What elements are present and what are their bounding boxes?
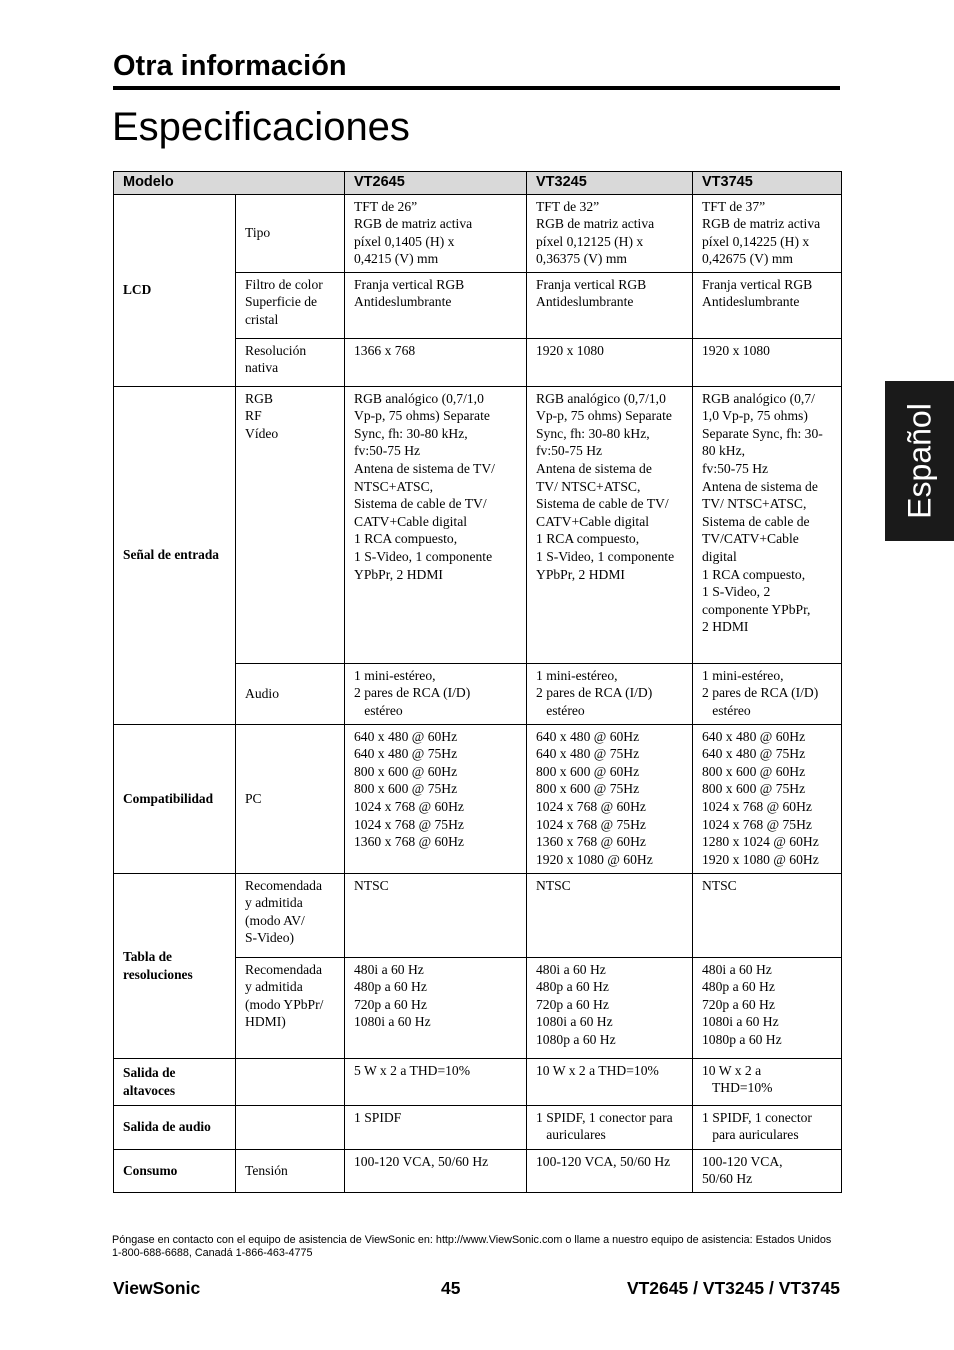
cell-line: 1,0 Vp-p, 75 ohms)	[702, 408, 808, 424]
cell-line: 10 W x 2 a	[702, 1062, 762, 1078]
cell-line: Audio	[245, 685, 279, 701]
cell-line: Tensión	[245, 1162, 288, 1178]
cell-line: Franja vertical RGB	[536, 276, 647, 292]
footer-models: VT2645 / VT3245 / VT3745	[626, 1278, 840, 1298]
cell-line: 10 W x 2 a THD=10%	[536, 1062, 659, 1078]
cell-line: RGB de matriz activa	[536, 216, 655, 232]
subcategory-cell	[236, 1105, 345, 1149]
cell-line: 800 x 600 @ 75Hz	[354, 781, 458, 797]
cell-line: TV/ NTSC+ATSC,	[536, 478, 641, 494]
cell-line: RGB de matriz activa	[354, 216, 473, 232]
cell-line: NTSC	[702, 877, 737, 893]
cell-line: Salida de	[123, 1065, 176, 1080]
cell-line: 0,4215 (V) mm	[354, 251, 439, 267]
cell-line: 0,36375 (V) mm	[536, 251, 627, 267]
cell-line: (modo YPbPr/	[245, 996, 324, 1012]
cell-line: (modo AV/	[245, 912, 305, 928]
cell-line: 640 x 480 @ 75Hz	[702, 746, 806, 762]
cell-line: RGB analógico (0,7/1,0	[354, 390, 484, 406]
cell-line: 1080p a 60 Hz	[536, 1031, 616, 1047]
footer-brand: ViewSonic	[113, 1278, 201, 1298]
category-cell	[114, 873, 236, 1058]
value-cell	[345, 724, 527, 873]
value-cell	[693, 957, 842, 1058]
value-cell	[345, 1058, 527, 1105]
subcategory-cell	[236, 194, 345, 272]
value-cell	[527, 1105, 693, 1149]
subcategory-cell	[236, 663, 345, 724]
cell-line: Tipo	[245, 225, 271, 241]
value-cell	[527, 1149, 693, 1192]
table-row	[114, 1058, 842, 1105]
cell-line: digital	[702, 548, 737, 564]
cell-line: 2 pares de RCA (I/D)	[702, 685, 819, 701]
value-cell	[345, 1149, 527, 1192]
cell-line: Señal de entrada	[123, 547, 219, 563]
value-cell	[527, 194, 693, 272]
category-cell	[114, 724, 236, 873]
cell-line: 1 SPIDF	[354, 1109, 402, 1125]
cell-line: 1024 x 768 @ 75Hz	[536, 816, 646, 832]
language-tab-label: Español	[901, 403, 937, 519]
cell-line: CATV+Cable digital	[354, 513, 468, 529]
value-cell	[345, 338, 527, 386]
cell-line: 1080p a 60 Hz	[702, 1031, 782, 1047]
cell-line: HDMI)	[245, 1014, 286, 1030]
cell-line: 1 mini-estéreo,	[536, 667, 618, 683]
value-cell	[527, 338, 693, 386]
cell-line: Franja vertical RGB	[702, 276, 813, 292]
table-row	[114, 1105, 842, 1149]
cell-line: Sistema de cable de	[702, 513, 810, 529]
cell-line: Antideslumbrante	[702, 294, 800, 310]
value-cell	[345, 873, 527, 957]
cell-line: píxel 0,14225 (H) x	[702, 233, 810, 249]
cell-line: 1 S-Video, 1 componente	[536, 548, 675, 564]
cell-line: 800 x 600 @ 75Hz	[536, 781, 640, 797]
subcategory-cell	[236, 1149, 345, 1192]
cell-line: Consumo	[123, 1162, 178, 1178]
category-cell	[114, 1149, 236, 1192]
cell-line: 480i a 60 Hz	[354, 961, 424, 977]
cell-line: Antena de sistema de	[536, 460, 652, 476]
cell-line: 1 mini-estéreo,	[354, 667, 436, 683]
category-cell	[114, 1105, 236, 1149]
cell-line: 800 x 600 @ 75Hz	[702, 781, 806, 797]
cell-line: RGB de matriz activa	[702, 216, 821, 232]
table-row	[114, 724, 842, 873]
cell-line: estéreo	[702, 702, 751, 718]
cell-line: YPbPr, 2 HDMI	[536, 566, 625, 582]
cell-line: 640 x 480 @ 60Hz	[536, 728, 640, 744]
cell-line: 1360 x 768 @ 60Hz	[536, 834, 646, 850]
cell-line: RGB analógico (0,7/	[702, 390, 815, 406]
cell-line: 1080i a 60 Hz	[702, 1014, 779, 1030]
spec-table	[113, 171, 842, 1193]
cell-line: LCD	[123, 282, 152, 298]
value-cell	[345, 1105, 527, 1149]
cell-line: estéreo	[536, 702, 585, 718]
cell-line: YPbPr, 2 HDMI	[354, 566, 443, 582]
cell-line: nativa	[245, 360, 279, 376]
cell-line: 2 HDMI	[702, 619, 749, 635]
value-cell	[527, 386, 693, 663]
cell-line: altavoces	[123, 1082, 176, 1098]
cell-line: TFT de 37”	[702, 198, 766, 214]
cell-line: 1920 x 1080	[536, 342, 604, 358]
category-cell	[114, 194, 236, 386]
section-title: Otra información	[113, 50, 347, 82]
cell-line: 1 RCA compuesto,	[354, 531, 458, 547]
value-cell	[693, 724, 842, 873]
cell-line: 1920 x 1080 @ 60Hz	[536, 851, 653, 867]
cell-line: Recomendada	[245, 961, 322, 977]
cell-line: 640 x 480 @ 75Hz	[354, 746, 458, 762]
cell-line: Sistema de cable de TV/	[354, 496, 487, 512]
cell-line: TFT de 26”	[354, 198, 418, 214]
value-cell	[345, 272, 527, 338]
cell-line: 1 RCA compuesto,	[702, 566, 806, 582]
cell-line: fv:50-75 Hz	[702, 460, 769, 476]
cell-line: Vídeo	[245, 425, 279, 441]
cell-line: 480i a 60 Hz	[702, 961, 772, 977]
table-row	[114, 194, 842, 272]
cell-line: 1024 x 768 @ 75Hz	[702, 816, 812, 832]
value-cell	[527, 724, 693, 873]
cell-line: píxel 0,1405 (H) x	[354, 233, 455, 249]
category-cell	[114, 386, 236, 724]
value-cell	[693, 338, 842, 386]
cell-line: cristal	[245, 311, 279, 327]
cell-line: 1366 x 768	[354, 342, 416, 358]
value-cell	[693, 272, 842, 338]
subcategory-cell	[236, 1058, 345, 1105]
value-cell	[527, 1058, 693, 1105]
cell-line: Sync, fh: 30-80 kHz,	[354, 425, 468, 441]
cell-line: TV/ NTSC+ATSC,	[702, 496, 807, 512]
cell-line: 800 x 600 @ 60Hz	[702, 763, 806, 779]
cell-line: Superficie de	[245, 294, 318, 310]
cell-line: S-Video)	[245, 930, 295, 946]
category-cell	[114, 1058, 236, 1105]
cell-line: Antideslumbrante	[536, 294, 634, 310]
cell-line: Franja vertical RGB	[354, 276, 465, 292]
cell-line: Antena de sistema de TV/	[354, 460, 495, 476]
cell-line: Resolución	[245, 342, 307, 358]
cell-line: 480p a 60 Hz	[702, 979, 775, 995]
cell-line: 1024 x 768 @ 60Hz	[702, 798, 812, 814]
table-row	[114, 873, 842, 957]
cell-line: 1 mini-estéreo,	[702, 667, 784, 683]
value-cell	[693, 1058, 842, 1105]
cell-line: Sistema de cable de TV/	[536, 496, 669, 512]
cell-line: RGB analógico (0,7/1,0	[536, 390, 666, 406]
cell-line: Antena de sistema de	[702, 478, 818, 494]
cell-line: 100-120 VCA, 50/60 Hz	[354, 1153, 489, 1169]
cell-line: 1280 x 1024 @ 60Hz	[702, 834, 819, 850]
cell-line: 50/60 Hz	[702, 1171, 753, 1187]
cell-line: Salida de audio	[123, 1119, 211, 1135]
cell-line: 640 x 480 @ 60Hz	[354, 728, 458, 744]
cell-line: NTSC	[536, 877, 571, 893]
cell-line: 720p a 60 Hz	[354, 996, 427, 1012]
value-cell	[527, 272, 693, 338]
header-model: Modelo	[114, 172, 345, 195]
cell-line: 100-120 VCA,	[702, 1153, 783, 1169]
subcategory-cell	[236, 957, 345, 1058]
cell-line: 720p a 60 Hz	[536, 996, 609, 1012]
value-cell	[693, 386, 842, 663]
cell-line: fv:50-75 Hz	[354, 443, 421, 459]
cell-line: 1 SPIDF, 1 conector	[702, 1109, 812, 1125]
value-cell	[345, 386, 527, 663]
cell-line: Filtro de color	[245, 276, 323, 292]
cell-line: 2 pares de RCA (I/D)	[354, 685, 471, 701]
subcategory-cell	[236, 272, 345, 338]
value-cell	[345, 663, 527, 724]
value-cell	[527, 957, 693, 1058]
cell-line: estéreo	[354, 702, 403, 718]
spec-table-body	[114, 194, 842, 1192]
cell-line: píxel 0,12125 (H) x	[536, 233, 644, 249]
cell-line: auriculares	[536, 1127, 606, 1143]
value-cell	[527, 663, 693, 724]
table-row	[114, 1149, 842, 1192]
cell-line: TV/CATV+Cable	[702, 531, 799, 547]
value-cell	[693, 873, 842, 957]
cell-line: 1080i a 60 Hz	[536, 1014, 613, 1030]
cell-line: 1080i a 60 Hz	[354, 1014, 431, 1030]
cell-line: 480p a 60 Hz	[354, 979, 427, 995]
cell-line: componente YPbPr,	[702, 601, 811, 617]
cell-line: 1 SPIDF, 1 conector para	[536, 1109, 673, 1125]
cell-line: TFT de 32”	[536, 198, 600, 214]
table-row	[114, 386, 842, 663]
header-vt2645: VT2645	[345, 172, 527, 195]
cell-line: 0,42675 (V) mm	[702, 251, 793, 267]
language-tab	[885, 381, 954, 541]
cell-line: 1 S-Video, 1 componente	[354, 548, 493, 564]
cell-line: 1360 x 768 @ 60Hz	[354, 834, 464, 850]
cell-line: 720p a 60 Hz	[702, 996, 775, 1012]
cell-line: para auriculares	[702, 1127, 799, 1143]
value-cell	[527, 873, 693, 957]
cell-line: Sync, fh: 30-80 kHz,	[536, 425, 650, 441]
header-vt3245: VT3245	[527, 172, 693, 195]
cell-line: y admitida	[245, 895, 303, 911]
cell-line: 1920 x 1080	[702, 342, 770, 358]
cell-line: resoluciones	[123, 966, 193, 982]
cell-line: Tabla de	[123, 949, 172, 964]
cell-line: fv:50-75 Hz	[536, 443, 603, 459]
value-cell	[345, 957, 527, 1058]
cell-line: 2 pares de RCA (I/D)	[536, 685, 653, 701]
cell-line: 5 W x 2 a THD=10%	[354, 1062, 471, 1078]
value-cell	[693, 194, 842, 272]
cell-line: 1 RCA compuesto,	[536, 531, 640, 547]
cell-line: Antideslumbrante	[354, 294, 452, 310]
cell-line: Compatibilidad	[123, 790, 214, 806]
cell-line: RGB	[245, 390, 273, 406]
cell-line: 640 x 480 @ 75Hz	[536, 746, 640, 762]
cell-line: NTSC+ATSC,	[354, 478, 434, 494]
cell-line: CATV+Cable digital	[536, 513, 650, 529]
cell-line: Vp-p, 75 ohms) Separate	[536, 408, 672, 424]
value-cell	[693, 663, 842, 724]
subcategory-cell	[236, 386, 345, 663]
cell-line: 1024 x 768 @ 60Hz	[354, 798, 464, 814]
cell-line: 1024 x 768 @ 60Hz	[536, 798, 646, 814]
cell-line: Recomendada	[245, 877, 322, 893]
value-cell	[693, 1105, 842, 1149]
cell-line: 640 x 480 @ 60Hz	[702, 728, 806, 744]
cell-line: 1920 x 1080 @ 60Hz	[702, 851, 819, 867]
header-rule	[113, 86, 840, 90]
value-cell	[693, 1149, 842, 1192]
cell-line: 80 kHz,	[702, 443, 746, 459]
value-cell	[345, 194, 527, 272]
cell-line: 800 x 600 @ 60Hz	[354, 763, 458, 779]
table-header-row	[114, 172, 842, 195]
cell-line: 1024 x 768 @ 75Hz	[354, 816, 464, 832]
cell-line: 800 x 600 @ 60Hz	[536, 763, 640, 779]
cell-line: RF	[245, 408, 262, 424]
cell-line: Vp-p, 75 ohms) Separate	[354, 408, 490, 424]
subcategory-cell	[236, 338, 345, 386]
cell-line: PC	[245, 790, 262, 806]
subcategory-cell	[236, 724, 345, 873]
cell-line: 100-120 VCA, 50/60 Hz	[536, 1153, 671, 1169]
subcategory-cell	[236, 873, 345, 957]
page-title: Especificaciones	[112, 105, 410, 149]
cell-line: 480i a 60 Hz	[536, 961, 606, 977]
cell-line: THD=10%	[702, 1080, 773, 1096]
cell-line: y admitida	[245, 979, 303, 995]
header-vt3745: VT3745	[693, 172, 842, 195]
page-number: 45	[441, 1278, 461, 1298]
cell-line: NTSC	[354, 877, 389, 893]
support-footnote: Póngase en contacto con el equipo de asistencia de ViewSonic en: http://www.ViewSonic.com o llame a nuestro equipo de asistencia: Estados Unidos 1-800-688-6688, Canadá 1-866-463-4775	[112, 1234, 832, 1259]
cell-line: 480p a 60 Hz	[536, 979, 609, 995]
cell-line: 1 S-Video, 2	[702, 584, 771, 600]
cell-line: Separate Sync, fh: 30-	[702, 425, 823, 441]
